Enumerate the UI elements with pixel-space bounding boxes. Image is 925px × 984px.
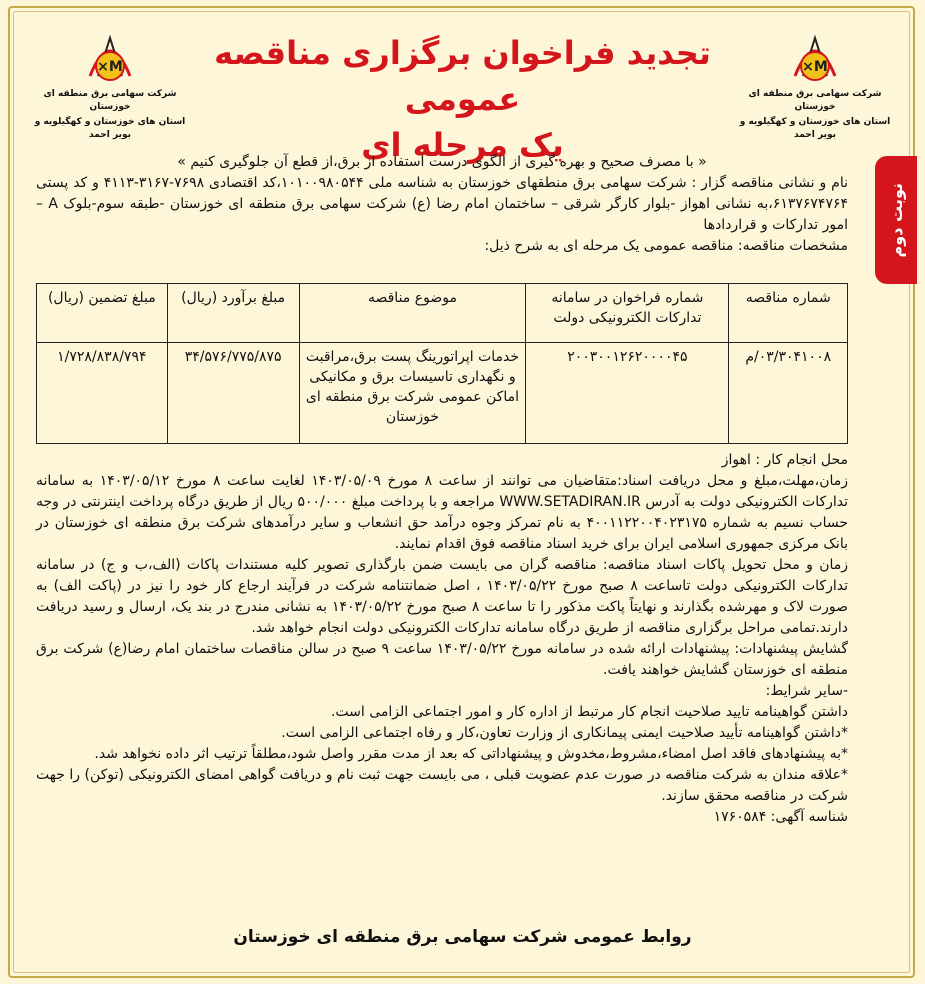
cell-tender-number: ۰۳/۳۰۴۱۰۰۸/م	[729, 343, 848, 444]
header-tender-number: شماره مناقصه	[729, 284, 848, 343]
notice-content	[36, 152, 848, 828]
company-logo-right	[735, 26, 895, 142]
condition-4: *علاقه مندان به شرکت مناقصه در صورت عدم عضویت قبلی ، می بایست جهت ثبت نام و دریافت گواهی امضای الکترونیکی (توکن) را جهت شرکت در مناقصه محقق سازند.	[36, 767, 848, 804]
second-publication-badge	[875, 156, 917, 284]
slogan: « با مصرف صحیح و بهره گیری از الگوی درست استفاده از برق،از قطع آن جلوگیری کنیم »	[177, 154, 707, 170]
condition-2: *داشتن گواهینامه تأیید صلاحیت ایمنی پیمانکاری از وزارت تعاون،کار و رفاه اجتماعی الزامی است.	[281, 725, 848, 741]
header-estimate: مبلغ برآورد (ریال)	[167, 284, 299, 343]
footer-signature: روابط عمومی شرکت سهامی برق منطقه ای خوزستان	[233, 927, 692, 947]
svg-text:×M: ×M	[97, 59, 123, 75]
header-guarantee: مبلغ تضمین (ریال)	[37, 284, 168, 343]
document-timing: زمان،مهلت،مبلغ و محل دریافت اسناد:متقاضیان می توانند از ساعت ۸ مورخ ۱۴۰۳/۰۵/۰۹ لغایت ساعت ۸ مورخ ۱۴۰۳/۰۵/۱۲ به سامانه تدارکات الکترونیکی دولت به آدرس WWW.SETADIRAN.IR مراجعه و با پرداخت مبلغ ۵۰۰/۰۰۰ ریال از طریق درگاه پرداخت اینترنتی در وجه حساب نسیم به شماره ۴۰۰۱۱۲۲۰۰۴۰۲۳۱۷۵ به نام تمرکز وجوه درآمد حق انشعاب و سایر درآمدهای شرکت برق منطقه ای خوزستان در بانک مرکزی جمهوری اسلامی ایران برای خرید اسناد مناقصه فوق اقدام نمایند.	[36, 473, 849, 552]
opening-info: گشایش پیشنهادات: پیشنهادات ارائه شده در سامانه مورخ ۱۴۰۳/۰۵/۲۲ ساعت ۹ صبح در سالن مناقصات ساختمان امام رضا(ع) شرکت برق منطقه ای خوزستان گشایش خواهند یافت.	[36, 641, 849, 678]
tenderer-info: نام و نشانی مناقصه گزار : شرکت سهامی برق منطقهای خوزستان به شناسه ملی ۱۰۱۰۰۹۸۰۵۴۴،کد اقتصادی ۷۶۹۸-۳۱۶۷-۴۱۱۳ و کد پستی ۶۱۳۷۶۷۴۷۶۴،به نشانی اهواز -بلوار کارگر شرقی – ساختمان امام رضا (ع) شرکت سهامی برق منطقه ای خوزستان -طبقه سوم-بلوک A – امور تدارکات و قراردادها	[36, 175, 849, 233]
company-logo-left	[30, 26, 190, 142]
electricity-tower-logo-icon	[775, 26, 855, 86]
header-subject: موضوع مناقصه	[299, 284, 526, 343]
tender-specs-label: مشخصات مناقصه: مناقصه عمومی یک مرحله ای به شرح ذیل:	[484, 238, 848, 254]
header-call-number: شماره فراخوان در سامانه تدارکات الکترونیکی دولت	[526, 284, 729, 343]
other-conditions-heading: -سایر شرایط:	[765, 683, 848, 699]
page-title	[200, 30, 725, 168]
logo-caption-line2: استان های خوزستان و کهگیلویه و بویر احمد	[34, 117, 186, 140]
table-header-row	[37, 284, 848, 343]
badge-label: نوبت دوم	[886, 182, 906, 258]
tender-table	[36, 283, 848, 444]
table-row	[37, 343, 848, 444]
cell-subject: خدمات اپراتورینگ پست برق،مراقبت و نگهداری تاسیسات برق و مکانیکی اماکن عمومی شرکت برق منطقه ای خوزستان	[299, 343, 526, 444]
electricity-tower-logo-icon	[70, 26, 150, 86]
cell-call-number: ۲۰۰۳۰۰۱۲۶۲۰۰۰۰۴۵	[526, 343, 729, 444]
work-location: محل انجام کار : اهواز	[721, 452, 848, 468]
cell-estimate: ۳۴/۵۷۶/۷۷۵/۸۷۵	[167, 343, 299, 444]
ad-identifier: شناسه آگهی: ۱۷۶۰۵۸۴	[713, 809, 848, 825]
condition-3: *به پیشنهادهای فاقد اصل امضاء،مشروط،مخدوش و پیشنهاداتی که بعد از مدت مقرر واصل شود،مطلقاً ترتیب اثر داده نخواهد شد.	[94, 746, 848, 762]
svg-text:×M: ×M	[802, 59, 828, 75]
title-line-2: یک مرحله ای	[361, 126, 564, 164]
logo-caption-line1: شرکت سهامی برق منطقه ای خوزستان	[43, 89, 177, 112]
condition-1: داشتن گواهینامه تایید صلاحیت انجام کار مرتبط از اداره کار و امور اجتماعی الزامی است.	[330, 704, 848, 720]
title-line-1: تجدید فراخوان برگزاری مناقصه عمومی	[214, 34, 711, 118]
cell-guarantee: ۱/۷۲۸/۸۳۸/۷۹۴	[37, 343, 168, 444]
delivery-info: زمان و محل تحویل پاکات اسناد مناقصه: مناقصه گران می بایست ضمن بارگذاری تصویر کلیه مستندات پاکات (الف،ب و ج) در سامانه تدارکات الکترونیکی دولت تاساعت ۸ صبح مورخ ۱۴۰۳/۰۵/۲۲ ، اصل ضمانتنامه شرکت در فرآیند ارجاع کار خود را نیز در (پاکت الف) به صورت لاک و مهرشده بگذارند و نهایتاً پاکت مذکور را تا ساعت ۸ صبح مورخ ۱۴۰۳/۰۵/۲۲ به نشانی مندرج در بند یک، ارسال و رسید دریافت دارند.تمامی مراحل برگزاری مناقصه از طریق درگاه سامانه تدارکات الکترونیکی دولت انجام خواهد شد.	[36, 557, 848, 636]
logo-caption-line1: شرکت سهامی برق منطقه ای خوزستان	[748, 89, 882, 112]
logo-caption-line2: استان های خوزستان و کهگیلویه و بویر احمد	[739, 117, 891, 140]
